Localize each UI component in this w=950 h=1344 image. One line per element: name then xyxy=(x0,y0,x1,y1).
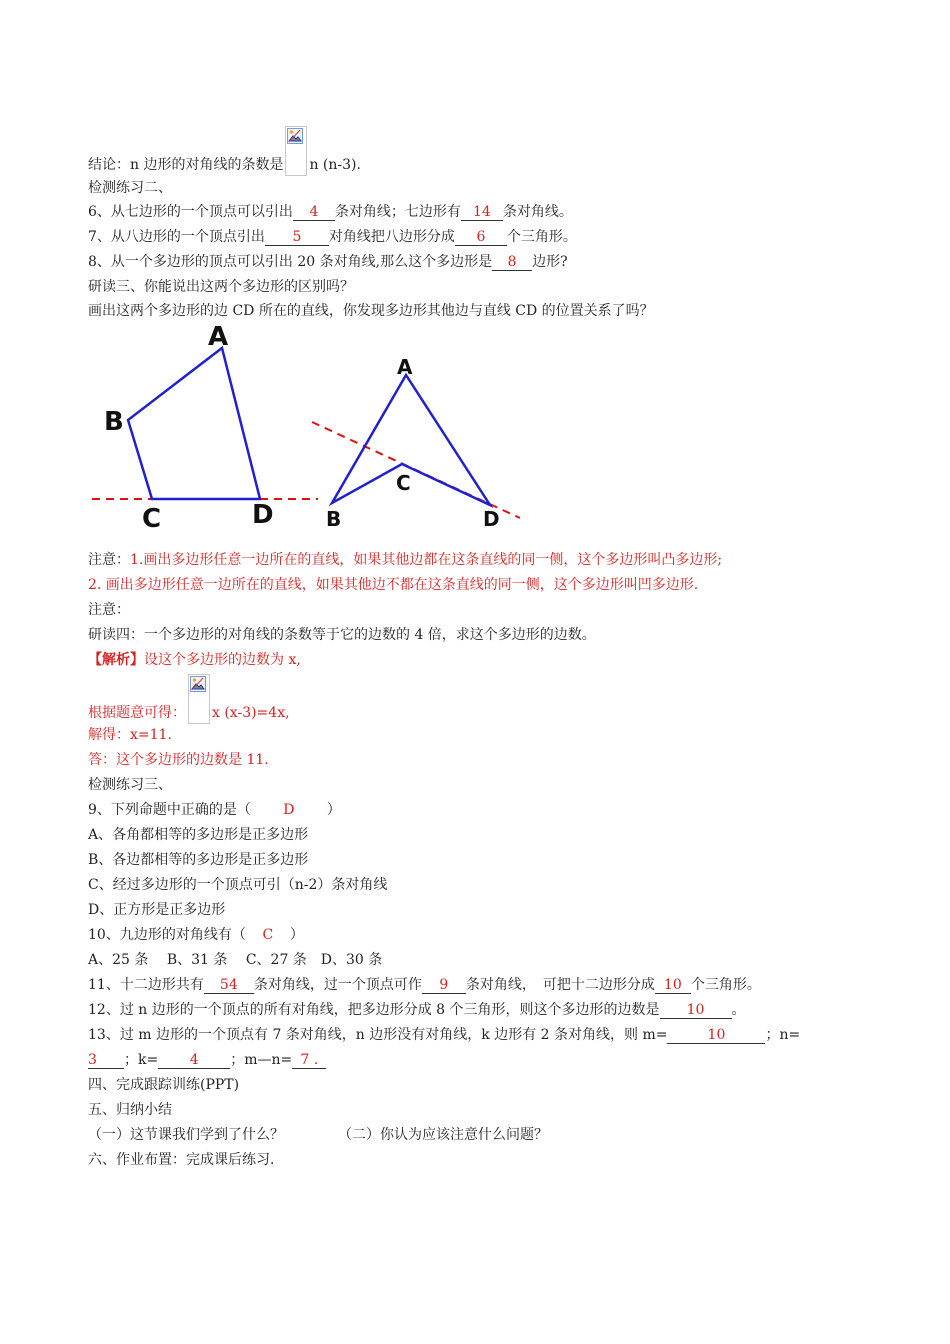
answer-blank[interactable]: 9 xyxy=(422,977,466,994)
answer-blank[interactable]: 3 xyxy=(88,1052,124,1069)
answer-blank[interactable]: 4 xyxy=(158,1052,230,1069)
concave-quadrilateral xyxy=(332,375,490,505)
note-label: 注意： xyxy=(88,602,130,618)
answer-blank[interactable]: 5 xyxy=(265,229,329,246)
answer-choice[interactable]: D xyxy=(283,802,295,818)
study4-title: 研读四：一个多边形的对角线的条数等于它的边数的 4 倍，求这个多边形的边数。 xyxy=(88,627,596,643)
solve-line: 解得：x=11. xyxy=(88,727,172,743)
convex-quadrilateral xyxy=(128,348,260,499)
question-11: 11、十二边形共有 54 条对角线，过一个顶点可作 9 条对角线， 可把十二边形分成 10 个三角形。 xyxy=(88,977,761,993)
vertex-label-a: A xyxy=(208,322,229,352)
answer-blank[interactable]: 6 xyxy=(455,229,507,246)
answer-blank[interactable]: 54 xyxy=(204,977,254,994)
answer-blank[interactable]: 10 xyxy=(655,977,691,994)
answer-blank[interactable]: 8 xyxy=(492,254,532,271)
conclusion-line: 结论：n 边形的对角线的条数是 n (n-3). xyxy=(88,140,361,190)
vertex-label-c: C xyxy=(142,504,162,534)
vertex-label-c: C xyxy=(396,471,411,495)
question-7: 7、从八边形的一个顶点引出 5 对角线把八边形分成 6 个三角形。 xyxy=(88,229,577,245)
vertex-label-d: D xyxy=(483,507,500,531)
broken-image-icon xyxy=(188,674,210,724)
q9-option-b: B、各边都相等的多边形是正多边形 xyxy=(88,852,309,868)
check2-title: 检测练习二、 xyxy=(88,180,172,196)
question-9: 9、下列命题中正确的是（ D ） xyxy=(88,802,341,818)
q9-option-a: A、各角都相等的多边形是正多边形 xyxy=(88,827,309,843)
answer-blank[interactable]: 10 xyxy=(660,1002,732,1019)
check3-title: 检测练习三、 xyxy=(88,777,172,793)
study3-prompt: 画出这两个多边形的边 CD 所在的直线，你发现多边形其他边与直线 CD 的位置关系了吗？ xyxy=(88,303,654,319)
broken-image-icon xyxy=(285,126,307,176)
note-1: 注意：1.画出多边形任意一边所在的直线，如果其他边都在这条直线的同一侧，这个多边形叫凸多边形; xyxy=(88,552,723,568)
answer-blank[interactable]: 4 xyxy=(293,204,335,221)
section-5: 五、归纳小结 xyxy=(88,1102,172,1118)
summary-questions: （一）这节课我们学到了什么？ （二）你认为应该注意什么问题？ xyxy=(88,1127,548,1143)
vertex-label-d: D xyxy=(252,500,274,530)
question-8: 8、从一个多边形的顶点可以引出 20 条对角线,那么这个多边形是 8 边形? xyxy=(88,254,568,270)
answer-blank[interactable]: 7 . xyxy=(292,1052,326,1069)
equation-line: 根据题意可得： x (x-3)=4x, xyxy=(88,688,290,738)
q9-option-d: D、正方形是正多边形 xyxy=(88,902,226,918)
question-13-cont: 3 ；k= 4 ；m—n= 7 . xyxy=(88,1050,326,1070)
q10-options: A、25 条 B、31 条 C、27 条 D、30 条 xyxy=(88,952,383,968)
vertex-label-a: A xyxy=(397,355,413,379)
study3-title: 研读三、你能说出这两个多边形的区别吗？ xyxy=(88,279,354,295)
q9-option-c: C、经过多边形的一个顶点可引（n-2）条对角线 xyxy=(88,877,388,893)
question-13: 13、过 m 边形的一个顶点有 7 条对角线，n 边形没有对角线，k 边形有 2 条对角线，则 m= 10 ；n= xyxy=(88,1027,801,1043)
question-10: 10、九边形的对角线有（ C ） xyxy=(88,927,304,943)
answer-choice[interactable]: C xyxy=(262,927,274,943)
answer-blank[interactable]: 10 xyxy=(667,1027,765,1044)
section-4: 四、完成跟踪训练(PPT) xyxy=(88,1077,240,1093)
answer-blank[interactable]: 14 xyxy=(461,204,503,221)
convex-polygon-figure xyxy=(90,318,330,538)
concave-polygon-figure xyxy=(310,350,530,535)
vertex-label-b: B xyxy=(326,507,342,531)
vertex-label-b: B xyxy=(104,407,124,437)
analysis-line: 【解析】设这个多边形的边数为 x, xyxy=(88,652,301,668)
note-2: 2. 画出多边形任意一边所在的直线，如果其他边不都在这条直线的同一侧，这个多边形叫凹多边形. xyxy=(88,577,699,593)
question-12: 12、过 n 边形的一个顶点的所有对角线，把多边形分成 8 个三角形，则这个多边形的边数是 10 。 xyxy=(88,1002,746,1018)
question-6: 6、从七边形的一个顶点可以引出 4 条对角线；七边形有 14 条对角线。 xyxy=(88,204,573,220)
answer-line: 答：这个多边形的边数是 11. xyxy=(88,752,269,768)
section-6: 六、作业布置：完成课后练习. xyxy=(88,1152,275,1168)
